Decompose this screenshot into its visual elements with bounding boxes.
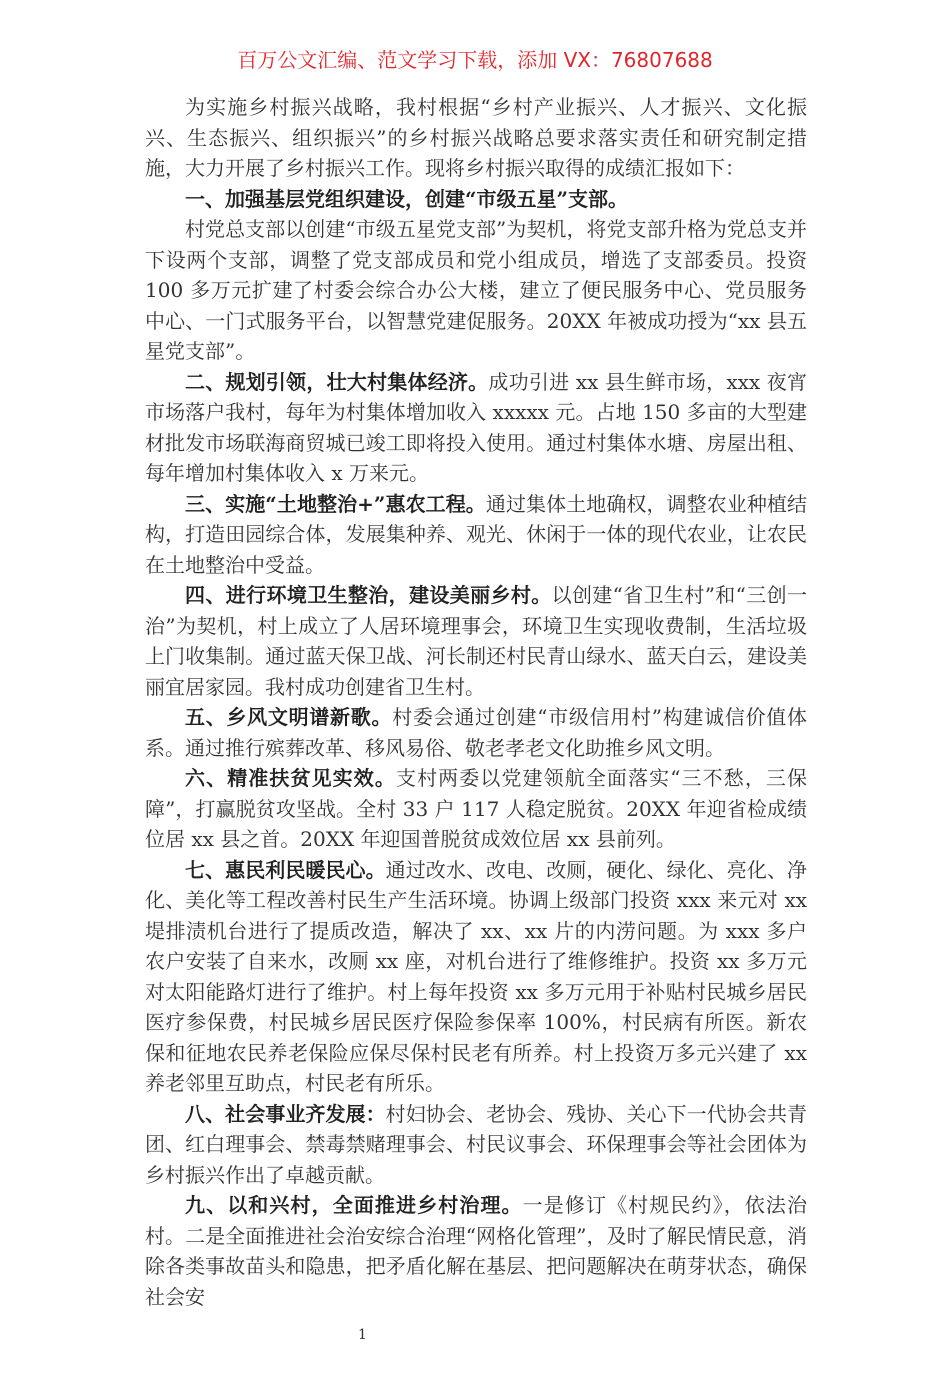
paragraph-text: 村妇协会、老协会、残协、关心下一代协会共青团、红白理事会、禁毒禁赌理事会、村民议事会、环保理事会等社会团体为乡村振兴作出了卓越贡献。 [145, 1101, 808, 1187]
paragraph-text: 以创建“省卫生村”和“三创一治”为契机，村上成立了人居环境理事会，环境卫生实现收费制，生活垃圾上门收集制。通过蓝天保卫战、河长制还村民青山绿水、蓝天白云，建设美丽宜居家园。我村成功创建省卫生村。 [145, 583, 807, 699]
paragraph-heading: 八、社会事业齐发展： [185, 1101, 386, 1126]
paragraph-text: 通过改水、改电、改厕，硬化、绿化、亮化、净化、美化等工程改善村民生产生活环境。协调上级部门投资 xxx 来元对 xx 堤排渍机台进行了提质改造，解决了 xx、xx 片的内涝问题。为 xxx 多户农户安装了自来水，改厕 xx 座，对机台进行了维修维护。投资 xx 多万元对太阳能路灯进行了维护。村上每年投资 xx 多万元用于补贴村民城乡居民医疗参保费，村民城乡居民医疗保险参保率 100%，村民病有所医。新农保和征地农民养老保险应保尽保村民老有所养。村上投资万多元兴建了 xx 养老邻里互助点，村民老有所乐。 [145, 857, 808, 1095]
paragraph-section-7 [145, 855, 807, 1099]
paragraph-heading: 三、实施“土地整治+”惠农工程。 [185, 491, 486, 516]
document-body [145, 92, 807, 1312]
paragraph-section-6 [145, 763, 807, 855]
section-heading-1 [145, 184, 807, 215]
paragraph-heading: 一、加强基层党组织建设，创建“市级五星”支部。 [185, 186, 629, 211]
paragraph-section-4 [145, 580, 807, 702]
paragraph-text: 一是修订《村规民约》，依法治村。二是全面推进社会治安综合治理“网格化管理”，及时了解民情民意，消除各类事故苗头和隐患，把矛盾化解在基层、把问题解决在萌芽状态，确保社会安 [145, 1193, 808, 1309]
paragraph-intro [145, 92, 807, 184]
paragraph-heading: 二、规划引领，壮大村集体经济。 [185, 369, 489, 394]
paragraph-heading: 四、进行环境卫生整治，建设美丽乡村。 [185, 583, 552, 607]
paragraph-section-9 [145, 1190, 807, 1312]
page-number: 1 [358, 1327, 367, 1343]
paragraph-text: 支村两委以党建领航全面落实“三不愁，三保障”，打赢脱贫攻坚战。全村 33 户 117 人稳定脱贫。20XX 年迎省检成绩位居 xx 县之首。20XX 年迎国普脱贫成效位居 xx 县前列。 [145, 766, 808, 851]
watermark-header: 百万公文汇编、范文学习下载，添加 VX：76807688 [237, 48, 713, 72]
paragraph-text: 村党总支部以创建“市级五星党支部”为契机，将党支部升格为党总支并下设两个支部，调整了党支部成员和党小组成员，增选了支部委员。投资 100 多万元扩建了村委会综合办公大楼，建立了便民服务中心、党员服务中心、一门式服务平台，以智慧党建促服务。20XX 年被成功授为“xx 县五星党支部”。 [145, 217, 807, 363]
paragraph-text: 村委会通过创建“市级信用村”构建诚信价值体系。通过推行殡葬改革、移风易俗、敬老孝老文化助推乡风文明。 [145, 705, 808, 760]
paragraph-section-1 [145, 214, 807, 367]
paragraph-text: 通过集体土地确权，调整农业种植结构，打造田园综合体，发展集种养、观光、休闲于一体的现代农业，让农民在土地整治中受益。 [145, 491, 808, 577]
paragraph-heading: 六、精准扶贫见实效。 [185, 766, 396, 790]
paragraph-heading: 五、乡风文明谱新歌。 [185, 705, 393, 729]
paragraph-section-5 [145, 702, 807, 763]
paragraph-heading: 七、惠民利民暖民心。 [185, 857, 386, 882]
paragraph-section-8 [145, 1099, 807, 1191]
paragraph-heading: 九、以和兴村，全面推进乡村治理。 [185, 1193, 523, 1217]
paragraph-text: 为实施乡村振兴战略，我村根据“乡村产业振兴、人才振兴、文化振兴、生态振兴、组织振兴”的乡村振兴战略总要求落实责任和研究制定措施，大力开展了乡村振兴工作。现将乡村振兴取得的成绩汇报如下： [145, 95, 807, 180]
paragraph-text: 成功引进 xx 县生鲜市场，xxx 夜宵市场落户我村，每年为村集体增加收入 xxxxx 元。占地 150 多亩的大型建材批发市场联海商贸城已竣工即将投入使用。通过村集体水塘、房屋出租、每年增加村集体收入 x 万来元。 [145, 369, 808, 485]
paragraph-section-2 [145, 367, 807, 489]
paragraph-section-3 [145, 489, 807, 581]
